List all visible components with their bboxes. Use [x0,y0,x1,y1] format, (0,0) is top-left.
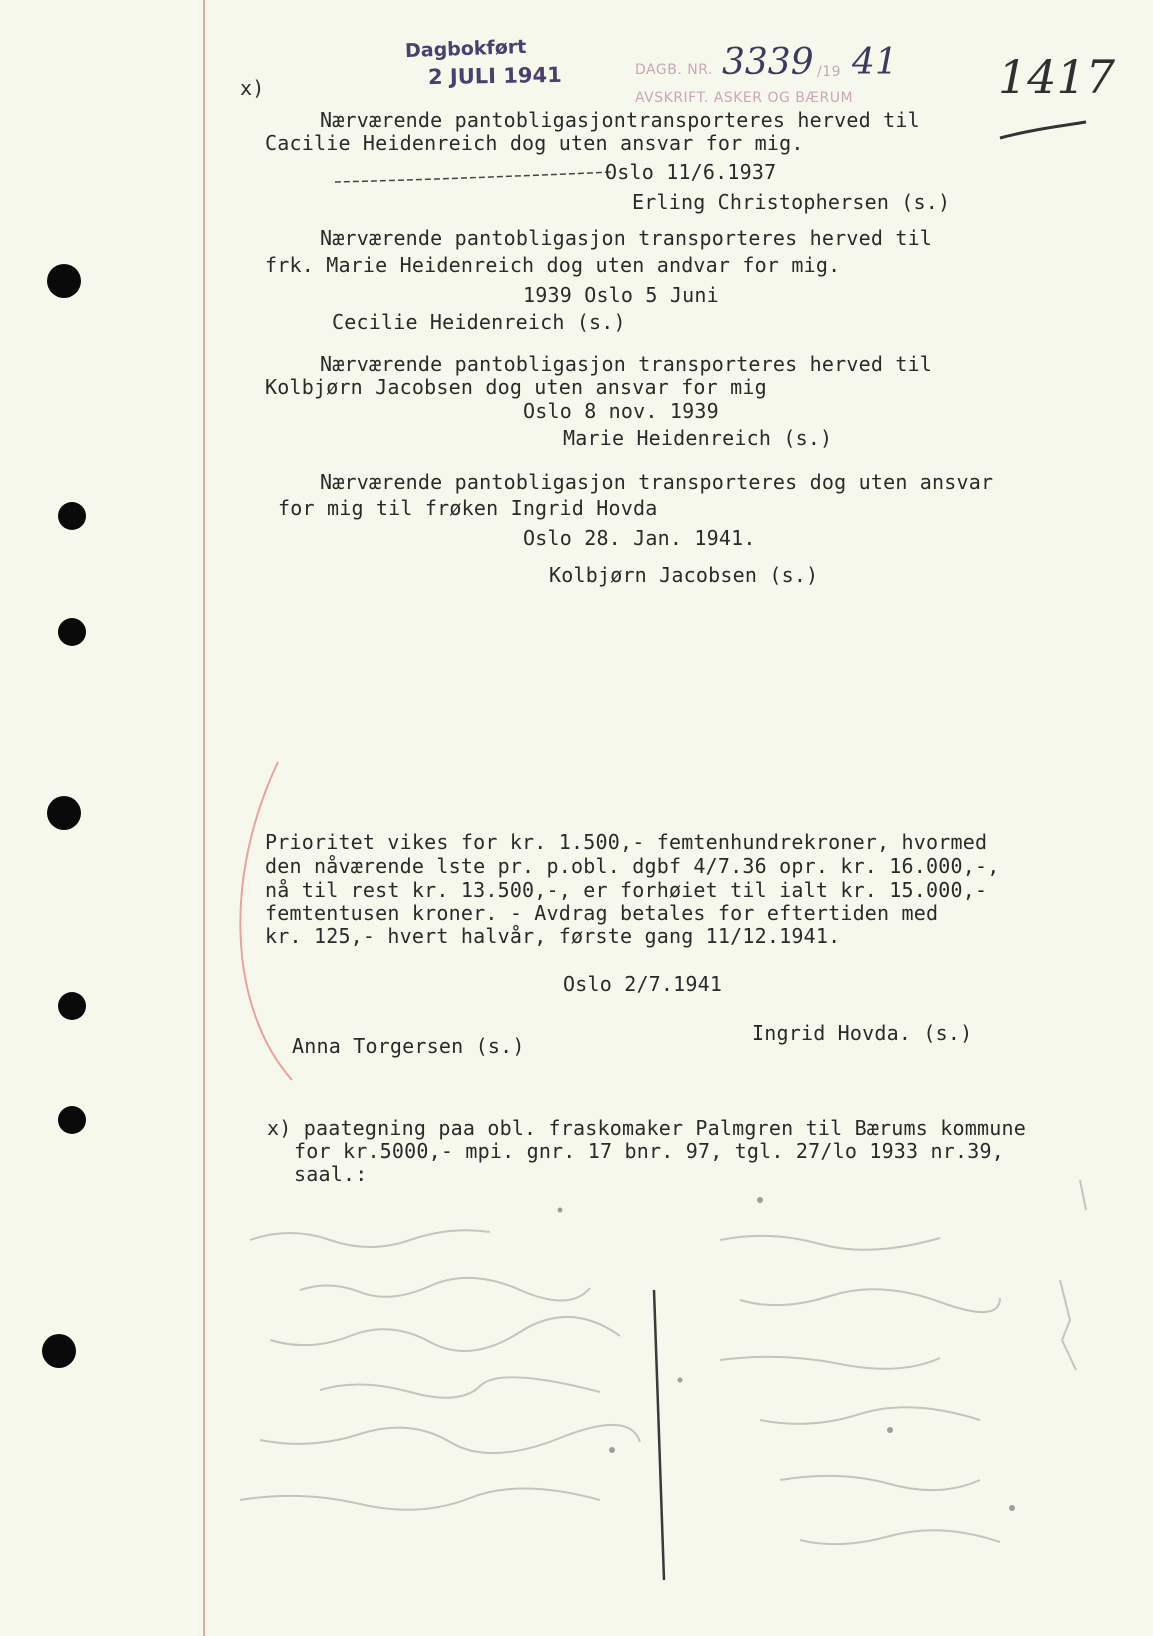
stamp-avskrift: AVSKRIFT. ASKER OG BÆRUM [635,90,854,106]
stamp-dagb-label: DAGB. NR. [635,62,713,78]
stamp-date: 2 JULI 1941 [427,62,562,90]
transport-1-line-2: Cacilie Heidenreich dog uten ansvar for mig. [265,131,804,155]
priority-line-2: den nåværende lste pr. p.obl. dgbf 4/7.36 opr. kr. 16.000,-, [265,854,1000,878]
footnote-line-2: for kr.5000,- mpi. gnr. 17 bnr. 97, tgl. 27/lo 1933 nr.39, [294,1139,1004,1163]
transport-4-signature: Kolbjørn Jacobsen (s.) [549,563,819,587]
priority-line-5: kr. 125,- hvert halvår, første gang 11/12.1941. [265,924,841,948]
priority-line-3: nå til rest kr. 13.500,-, er forhøiet til ialt kr. 15.000,- [265,878,988,902]
transport-1-line-1: Nærværende pantobligasjontransporteres herved til [320,108,920,132]
priority-signer-left: Anna Torgersen (s.) [292,1034,525,1058]
priority-date: Oslo 2/7.1941 [563,972,723,996]
transport-4-line-1: Nærværende pantobligasjon transporteres dog uten ansvar [320,470,994,494]
transport-1-signature: Erling Christophersen (s.) [632,190,951,214]
transport-2-date: 1939 Oslo 5 Juni [523,283,719,307]
footnote-marker: x) [240,76,265,100]
priority-signer-right: Ingrid Hovda. (s.) [752,1021,973,1045]
stamp-dagbokfort: Dagbokført [404,35,527,63]
priority-line-1: Prioritet vikes for kr. 1.500,- femtenhundrekroner, hvormed [265,830,988,854]
transport-2-line-2: frk. Marie Heidenreich dog uten andvar for mig. [265,253,841,277]
page-number: 1417 [998,50,1116,104]
priority-line-4: femtentusen kroner. - Avdrag betales for eftertiden med [265,901,939,925]
transport-2-line-1: Nærværende pantobligasjon transporteres herved til [320,226,933,250]
footnote-line-1: x) paategning paa obl. fraskomaker Palmgren til Bærums kommune [267,1116,1026,1140]
transport-1-date: Oslo 11/6.1937 [605,160,777,184]
stamp-year-prefix: /19 [817,64,842,80]
stamp-year: 41 [852,42,898,83]
transport-4-line-2: for mig til frøken Ingrid Hovda [278,496,658,520]
stamp-dagb-number: 3339 [722,42,814,83]
transport-3-line-1: Nærværende pantobligasjon transporteres herved til [320,352,933,376]
transport-3-line-2: Kolbjørn Jacobsen dog uten ansvar for mig [265,375,767,399]
transport-4-date: Oslo 28. Jan. 1941. [523,526,756,550]
transport-3-date: Oslo 8 nov. 1939 [523,399,719,423]
transport-2-signature: Cecilie Heidenreich (s.) [332,310,626,334]
footnote-line-3: saal.: [294,1162,368,1186]
transport-3-signature: Marie Heidenreich (s.) [563,426,833,450]
